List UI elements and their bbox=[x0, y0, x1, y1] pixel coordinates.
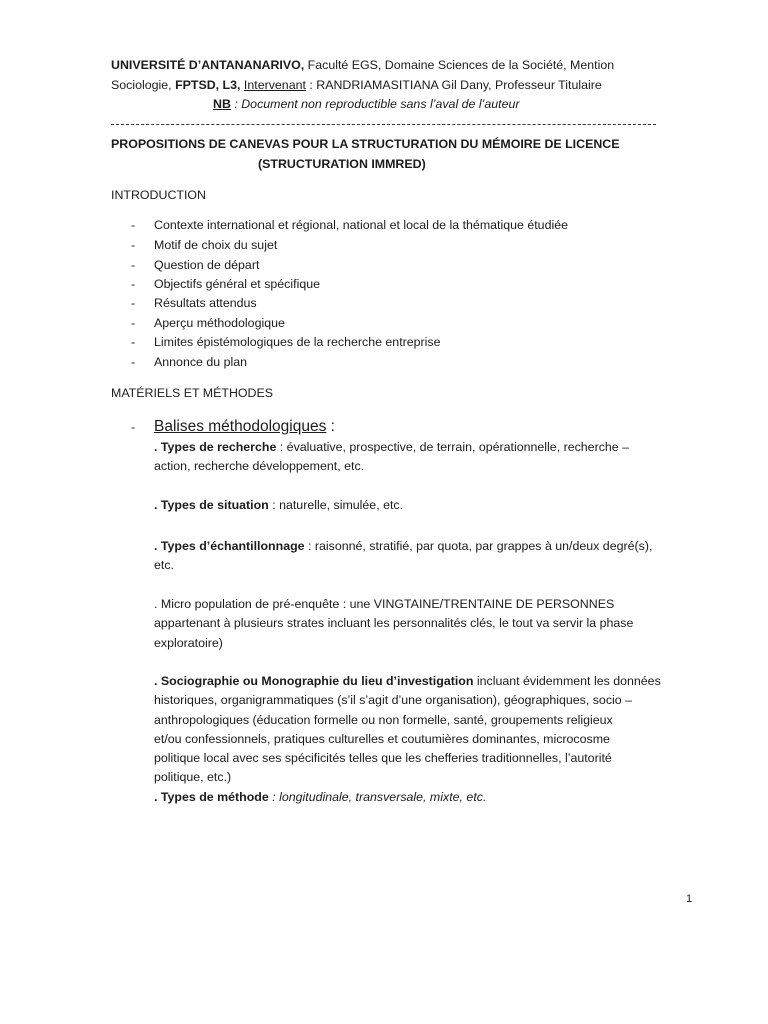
echantillonnage-label: . Types d’échantillonnage bbox=[154, 539, 305, 553]
situation-text: : naturelle, simulée, etc. bbox=[268, 498, 404, 512]
header-line-2 bbox=[111, 76, 602, 96]
university-name: UNIVERSITÉ D’ANTANANARIVO, bbox=[111, 58, 305, 72]
header-prefix: Sociologie, bbox=[111, 78, 176, 92]
methode-text: : longitudinale, transversale, mixte, etc. bbox=[268, 790, 487, 804]
sociographie-line: historiques, organigrammatiques (s’il s’agit d’une organisation), géographiques, socio – bbox=[154, 693, 632, 707]
situation-line bbox=[154, 496, 403, 516]
recherche-text: : évaluative, prospective, de terrain, opérationnelle, recherche – bbox=[276, 440, 630, 454]
balises-colon: : bbox=[326, 418, 335, 435]
micro-line-2: appartenant à plusieurs strates incluant les personnalités clés, le tout va servir la phase bbox=[154, 616, 634, 630]
bullet-dash: - bbox=[131, 316, 136, 330]
list-item-text: Question de départ bbox=[154, 258, 260, 272]
sociographie-line: et/ou confessionnels, pratiques culturelles et coutumières dominantes, microcosme bbox=[154, 732, 610, 746]
bullet-dash: - bbox=[131, 258, 136, 272]
recherche-line-1 bbox=[154, 438, 629, 458]
echantillonnage-line-1 bbox=[154, 537, 652, 557]
sociographie-label: . Sociographie ou Monographie du lieu d’investigation bbox=[154, 674, 474, 688]
bullet-dash: - bbox=[131, 420, 136, 434]
recherche-line-2: action, recherche développement, etc. bbox=[154, 459, 365, 473]
sociographie-line: politique, etc.) bbox=[154, 770, 232, 784]
intervenant-label: Intervenant bbox=[243, 78, 306, 92]
sociographie-line: anthropologiques (éducation formelle ou non formelle, santé, groupements religieux bbox=[154, 713, 613, 727]
document-title-line-2: (STRUCTURATION IMMRED) bbox=[258, 157, 426, 171]
nb-label: NB bbox=[213, 97, 231, 111]
list-item-text: Limites épistémologiques de la recherche entreprise bbox=[154, 335, 441, 349]
bullet-dash: - bbox=[131, 277, 136, 291]
methode-label: . Types de méthode bbox=[154, 790, 269, 804]
page-number: 1 bbox=[686, 893, 693, 905]
list-item-text: Annonce du plan bbox=[154, 355, 248, 369]
materials-heading: MATÉRIELS ET MÉTHODES bbox=[111, 386, 274, 400]
bullet-dash: - bbox=[131, 296, 136, 310]
methode-line bbox=[154, 788, 486, 808]
nb-text: : Document non reproductible sans l’aval de l’auteur bbox=[230, 97, 520, 111]
balises-label: Balises méthodologiques bbox=[154, 418, 327, 435]
nb-notice bbox=[213, 95, 520, 115]
header-line-1-rest: Faculté EGS, Domaine Sciences de la Société, Mention bbox=[304, 58, 615, 72]
micro-line-3: exploratoire) bbox=[154, 636, 223, 650]
situation-label: . Types de situation bbox=[154, 498, 269, 512]
sociographie-text: incluant évidemment les données bbox=[473, 674, 661, 688]
echantillonnage-line-2: etc. bbox=[154, 558, 174, 572]
list-item-text: Aperçu méthodologique bbox=[154, 316, 285, 330]
recherche-label: . Types de recherche bbox=[154, 440, 277, 454]
sociographie-line-1 bbox=[154, 672, 661, 692]
list-item-text: Résultats attendus bbox=[154, 296, 257, 310]
echantillonnage-text: : raisonné, stratifié, par quota, par grappes à un/deux degré(s), bbox=[304, 539, 653, 553]
balises-title bbox=[154, 416, 335, 438]
list-item-text: Motif de choix du sujet bbox=[154, 238, 278, 252]
introduction-heading: INTRODUCTION bbox=[111, 188, 206, 202]
program-label: FPTSD, L3, bbox=[175, 78, 244, 92]
list-item-text: Objectifs général et spécifique bbox=[154, 277, 320, 291]
document-title-line-1: PROPOSITIONS DE CANEVAS POUR LA STRUCTURATION DU MÉMOIRE DE LICENCE bbox=[111, 137, 620, 151]
header-line-1 bbox=[111, 56, 614, 76]
micro-line-1: . Micro population de pré-enquête : une VINGTAINE/TRENTAINE DE PERSONNES bbox=[154, 597, 615, 611]
bullet-dash: - bbox=[131, 218, 136, 232]
dashed-divider bbox=[111, 124, 656, 125]
bullet-dash: - bbox=[131, 238, 136, 252]
bullet-dash: - bbox=[131, 335, 136, 349]
intervenant-name: : RANDRIAMASITIANA Gil Dany, Professeur Titulaire bbox=[305, 78, 602, 92]
sociographie-line: politique local avec ses spécificités telles que les chefferies traditionnelles, l’autorité bbox=[154, 751, 612, 765]
list-item-text: Contexte international et régional, national et local de la thématique étudiée bbox=[154, 218, 568, 232]
bullet-dash: - bbox=[131, 355, 136, 369]
